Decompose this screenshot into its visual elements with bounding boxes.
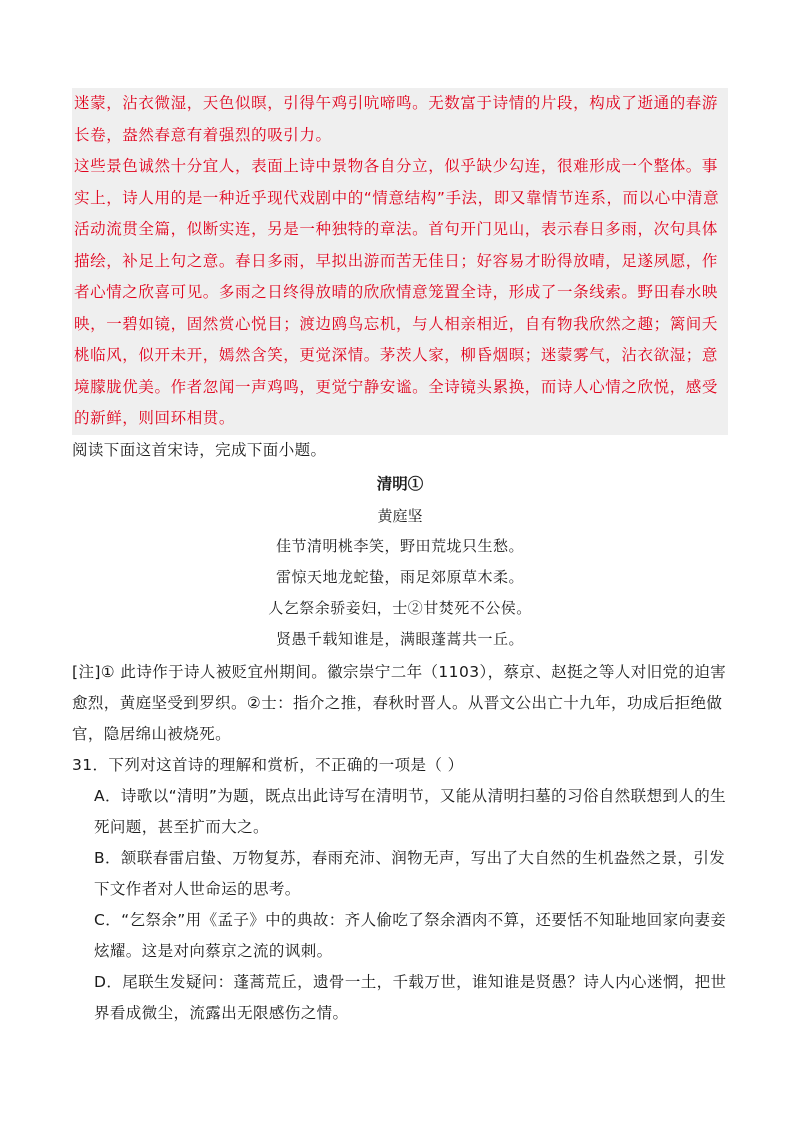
question-options (72, 781, 728, 1029)
poem-line-3: 人乞祭余骄妾妇，士②甘焚死不公侯。 (268, 598, 532, 617)
poem-title: 清明① (376, 473, 424, 493)
option-b: B．颔联春雷启蛰、万物复苏，春雨充沛、润物无声，写出了大自然的生机盎然之景，引发下文作者对人世命运的思考。 (94, 848, 726, 898)
answer-analysis-block (72, 88, 728, 435)
poem-line-1: 佳节清明桃李笑，野田荒垅只生愁。 (275, 536, 524, 555)
poem-line-2: 雷惊天地龙蛇蛰，雨足郊原草木柔。 (275, 567, 524, 586)
option-d: D．尾联生发疑问：蓬蒿荒丘，遗骨一土，千载万世，谁知谁是贤愚？诗人内心迷惘，把世界看成微尘，流露出无限感伤之情。 (94, 972, 727, 1022)
poem-block (72, 469, 728, 655)
poem-line-4: 贤愚千载知谁是，满眼蓬蒿共一丘。 (275, 629, 524, 648)
poem-note: [注]① 此诗作于诗人被贬宜州期间。徽宗崇宁二年（1103），蔡京、赵挺之等人对旧党的迫害愈烈，黄庭坚受到罗织。②士：指介之推，春秋时晋人。从晋文公出亡十九年，功成后拒绝做官，隐居绵山被烧死。 (72, 662, 727, 743)
reading-instruction: 阅读下面这首宋诗，完成下面小题。 (72, 440, 327, 459)
analysis-paragraph-1: 迷蒙，沾衣微湿，天色似暝，引得午鸡引吭啼鸣。无数富于诗情的片段，构成了逝通的春游长卷，盎然春意有着强烈的吸引力。 (74, 94, 719, 144)
option-c: C．“乞祭余”用《孟子》中的典故：齐人偷吃了祭余酒肉不算，还要恬不知耻地回家向妻妾炫耀。这是对向蔡京之流的讽刺。 (94, 910, 727, 960)
option-a: A．诗歌以“清明”为题，既点出此诗写在清明节，又能从清明扫墓的习俗自然联想到人的生死问题，甚至扩而大之。 (94, 786, 727, 836)
question-stem: 31．下列对这首诗的理解和赏析，不正确的一项是（ ） (72, 755, 464, 774)
analysis-paragraph-2: 这些景色诚然十分宜人，表面上诗中景物各自分立，似乎缺少勾连，很难形成一个整体。事实上，诗人用的是一种近乎现代戏剧中的“情意结构”手法，即又靠情节连系，而以心中清意活动流贯全篇，似断实连，另是一种独特的章法。首句开门见山，表示春日多雨，次句具体描绘，补足上句之意。春日多雨，早拟出游而苦无佳日；好容易才盼得放晴，足遂夙愿，作者心情之欣喜可见。多雨之日终得放晴的欣欣情意笼置全诗，形成了一条线索。野田春水映映，一碧如镜，固然赏心悦目；渡边鸥鸟忘机，与人相亲相近，自有物我欣然之趣；篱间夭桃临风，似开未开，嫣然含笑，更觉深情。茅茨人家，柳昏烟暝；迷蒙雾气，沾衣欲湿；意境朦胧优美。作者忽闻一声鸡鸣，更觉宁静安谧。全诗镜头累换，而诗人心情之欣悦，感受的新鲜，则回环相贯。 (74, 157, 720, 427)
poem-author: 黄庭坚 (377, 506, 423, 525)
page-content (72, 88, 728, 1029)
